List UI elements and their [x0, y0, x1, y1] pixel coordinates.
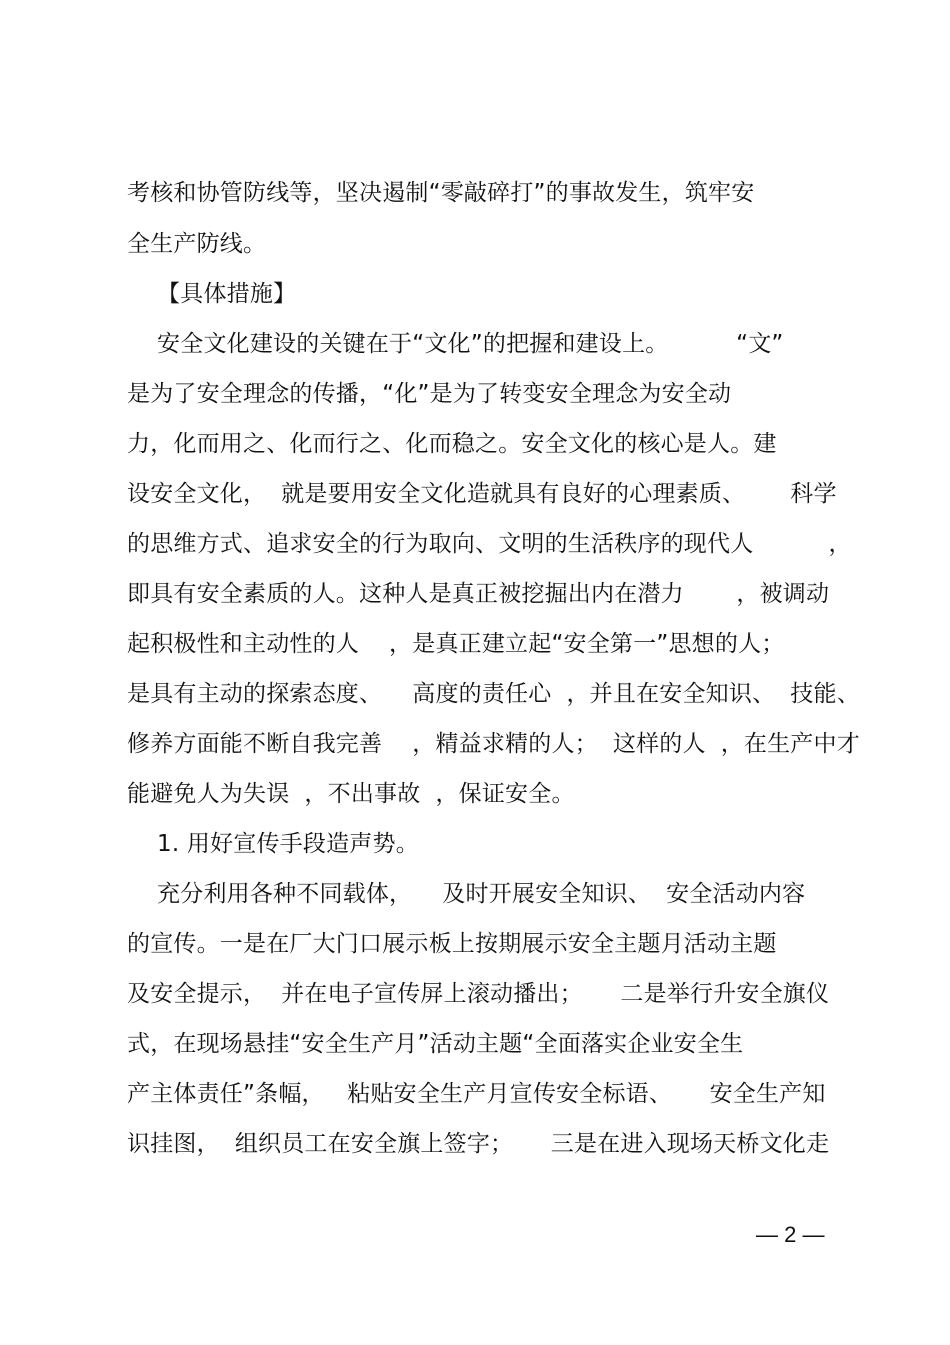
text-line: 是为了安全理念的传播，“化”是为了转变安全理念为安全动: [127, 381, 732, 407]
page-number: — 2 —: [756, 1222, 825, 1247]
text-line: 修养方面能不断自我完善 ，精益求精的人； 这样的人 ，在生产中才: [127, 731, 860, 757]
text-line: 及安全提示， 并在电子宣传屏上滚动播出； 二是举行升安全旗仪: [127, 981, 830, 1007]
text-line: 起积极性和主动性的人 ，是真正建立起“安全第一”思想的人；: [127, 631, 785, 657]
text-line: 的宣传。一是在厂大门口展示板上按期展示安全主题月活动主题: [127, 931, 777, 957]
text-line: 安全文化建设的关键在于“文化”的把握和建设上。 “文”: [127, 331, 784, 357]
list-item-heading: 1. 用好宣传手段造声势。: [127, 831, 419, 857]
section-heading: 【具体措施】: [127, 281, 297, 307]
text-line: 式，在现场悬挂“安全生产月”活动主题“全面落实企业安全生: [127, 1031, 744, 1057]
text-line: 的思维方式、追求安全的行为取向、文明的生活秩序的现代人 ，: [127, 531, 852, 557]
text-line: 即具有安全素质的人。这种人是真正被挖掘出内在潜力 ，被调动: [127, 581, 830, 607]
text-line: 充分利用各种不同载体， 及时开展安全知识、 安全活动内容: [127, 881, 806, 907]
text-line: 设安全文化， 就是要用安全文化造就具有良好的心理素质、 科学: [127, 481, 837, 507]
text-line: 是具有主动的探索态度、 高度的责任心 ，并且在安全知识、 技能、: [127, 681, 860, 707]
text-line: 能避免人为失误 ，不出事故 ，保证安全。: [127, 781, 575, 807]
text-line: 力，化而用之、化而行之、化而稳之。安全文化的核心是人。建: [127, 431, 777, 457]
text-line: 产主体责任”条幅， 粘贴安全生产月宣传安全标语、 安全生产知: [127, 1081, 826, 1107]
text-line: 考核和协管防线等，坚决遏制“零敲碎打”的事故发生，筑牢安: [127, 180, 755, 206]
text-line: 全生产防线。: [127, 231, 267, 257]
text-line: 识挂图， 组织员工在安全旗上签字； 三是在进入现场天桥文化走: [127, 1131, 830, 1157]
